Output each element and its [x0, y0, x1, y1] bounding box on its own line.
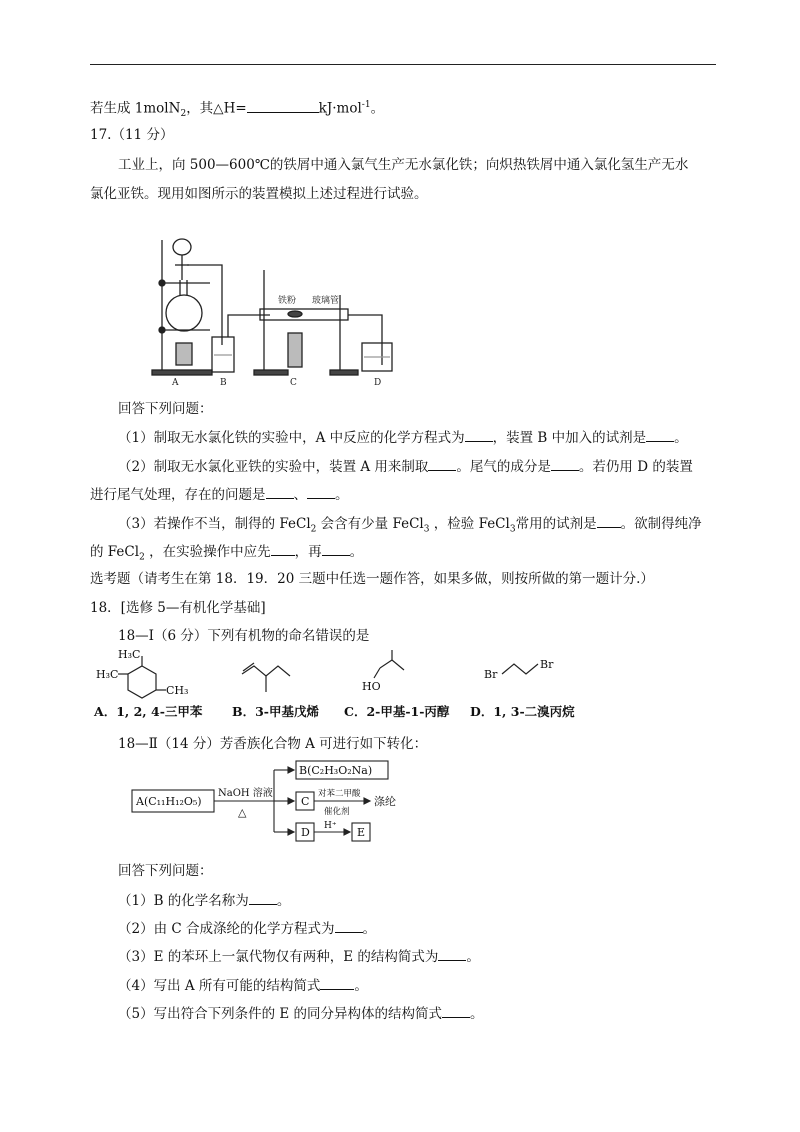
- q16-tail: 若生成 1molN$_2$，其△H= kJ·mol$^{-1}$。: [90, 100, 385, 120]
- q18-sub2: （2）由 C 合成涤纶的化学方程式为 。: [118, 921, 377, 937]
- answer-blank: [247, 99, 319, 113]
- q17-prompt: 回答下列问题：: [118, 401, 213, 417]
- scheme-polyester: 涤纶: [374, 795, 396, 808]
- q17-part3-cont: 的 FeCl$_2$ ，在实验操作中应先 ，再 。: [90, 544, 364, 563]
- q18-sub3: （3）E 的苯环上一氯代物仅有两种，E 的结构简式为 。: [118, 949, 480, 965]
- struct-c-ho: HO: [362, 680, 381, 693]
- label-glass-tube: 玻璃管: [312, 296, 340, 306]
- struct-d-br2: Br: [540, 658, 554, 671]
- option-b: B．3-甲基戊烯: [232, 704, 319, 719]
- label-b: B: [220, 378, 227, 388]
- q17-part2: （2）制取无水氯化亚铁的实验中，装置 A 用来制取 。尾气的成分是 。若仍用 D 的装置: [118, 459, 693, 475]
- q18-part2: 18—Ⅱ（14 分）芳香族化合物 A 可进行如下转化：: [118, 736, 428, 752]
- q17-intro-1: 工业上，向 500—600℃的铁屑中通入氯气生产无水氯化铁；向炽热铁屑中通入氯化氢生产无水: [118, 157, 689, 173]
- q18-prompt: 回答下列问题：: [118, 863, 213, 879]
- reaction-scheme: [128, 760, 428, 846]
- q18-part1: 18—Ⅰ（6 分）下列有机物的命名错误的是: [118, 628, 370, 644]
- q17-part3: （3）若操作不当，制得的 FeCl$_2$ 会含有少量 FeCl$_3$ ，检验 FeCl$_3$常用的试剂是 。欲制得纯净: [118, 516, 702, 535]
- option-c: C．2-甲基-1-丙醇: [344, 704, 450, 719]
- scheme-reagent-naoh: NaOH 溶液: [218, 788, 273, 799]
- elective-note: 选考题（请考生在第 18．19．20 三题中任选一题作答，如果多做，则按所做的第一题计分.）: [90, 571, 654, 587]
- option-a: A．1, 2, 4-三甲苯: [94, 704, 203, 719]
- scheme-c: C: [301, 795, 310, 808]
- label-d: D: [374, 378, 382, 388]
- struct-d-br1: Br: [484, 668, 498, 681]
- struct-a-h3c-top: H₃C: [118, 648, 141, 661]
- label-a: A: [172, 378, 179, 388]
- label-c: C: [290, 378, 297, 388]
- q18-sub1: （1）B 的化学名称为 。: [118, 893, 291, 909]
- q18-header: 18．[选修 5—有机化学基础]: [90, 600, 266, 616]
- scheme-a: A(C₁₁H₁₂O₅): [136, 795, 202, 808]
- q18-sub4: （4）写出 A 所有可能的结构简式 。: [118, 978, 368, 994]
- scheme-c-catalyst: 催化剂: [324, 807, 350, 817]
- structures-figure: [92, 648, 592, 726]
- q17-header: 17.（11 分）: [90, 127, 174, 143]
- apparatus-figure: [150, 225, 400, 390]
- scheme-e: E: [357, 826, 366, 839]
- scheme-reagent-heat: △: [238, 806, 247, 819]
- scheme-d-reagent: H⁺: [324, 821, 337, 831]
- scheme-b: B(C₂H₃O₂Na): [299, 764, 373, 777]
- header-rule: [90, 64, 716, 65]
- scheme-c-reagent: 对苯二甲酸: [318, 789, 361, 799]
- label-iron: 铁粉: [278, 296, 297, 306]
- struct-a-h3c-left: H₃C: [96, 668, 119, 681]
- scheme-d: D: [301, 826, 310, 839]
- q18-sub5: （5）写出符合下列条件的 E 的同分异构体的结构简式 。: [118, 1006, 484, 1022]
- q17-intro-2: 氯化亚铁。现用如图所示的装置模拟上述过程进行试验。: [90, 186, 428, 202]
- q17-part1: （1）制取无水氯化铁的实验中，A 中反应的化学方程式为 ，装置 B 中加入的试剂是 。: [118, 430, 688, 446]
- option-d: D．1, 3-二溴丙烷: [470, 704, 575, 719]
- struct-a-ch3: CH₃: [166, 684, 189, 697]
- q17-part2-cont: 进行尾气处理，存在的问题是 、 。: [90, 487, 349, 503]
